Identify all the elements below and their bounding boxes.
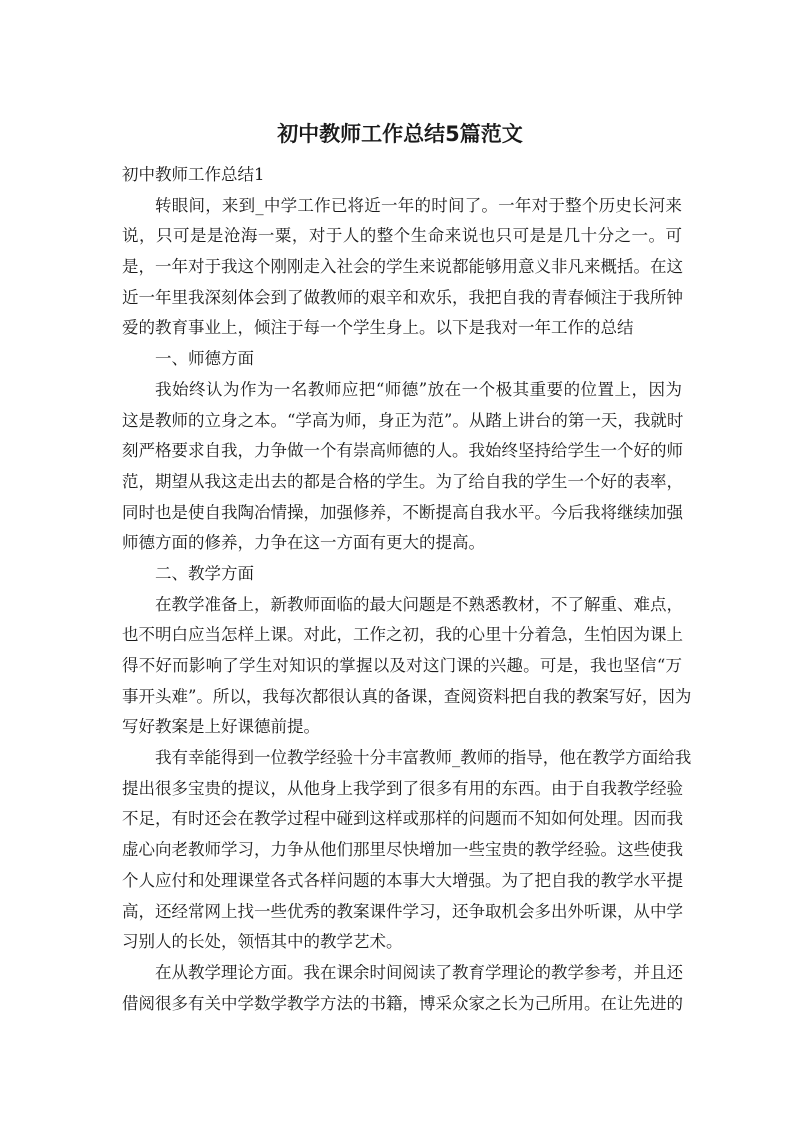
text-line: 是，一年对于我这个刚刚走入社会的学生来说都能够用意义非凡来概括。在这 <box>122 257 683 277</box>
text-line: 师德方面的修养，力争在这一方面有更大的提高。 <box>122 533 485 553</box>
text-line: 提出很多宝贵的提议，从他身上我学到了很多有用的东西。由于自我教学经验 <box>122 778 683 798</box>
paragraph-intro <box>122 191 682 344</box>
text-line: 也不明白应当怎样上课。对此，工作之初，我的心里十分着急，生怕因为课上 <box>122 625 683 645</box>
text-line: 范，期望从我这走出去的都是合格的学生。为了给自我的学生一个好的表率， <box>122 471 683 491</box>
paragraph-preparation <box>122 590 692 743</box>
section-heading-ethics: 一、师德方面 <box>155 349 254 369</box>
document-body <box>122 160 692 1019</box>
document-title: 初中教师工作总结5篇范文 <box>277 122 523 146</box>
text-line: 习别人的长处，领悟其中的教学艺术。 <box>122 932 403 952</box>
section-subtitle: 初中教师工作总结1 <box>122 165 265 184</box>
section-heading-teaching: 二、教学方面 <box>155 563 254 583</box>
text-line: 我始终认为作为一名教师应把“师德”放在一个极其重要的位置上，因为 <box>155 379 682 399</box>
text-line: 得不好而影响了学生对知识的掌握以及对这门课的兴趣。可是，我也坚信“万 <box>122 656 682 675</box>
text-line: 写好教案是上好课德前提。 <box>122 717 320 737</box>
paragraph-mentor <box>122 743 692 958</box>
text-line: 我有幸能得到一位教学经验十分丰富教师_教师的指导，他在教学方面给我 <box>155 748 692 768</box>
text-line: 转眼间，来到_中学工作已将近一年的时间了。一年对于整个历史长河来 <box>155 195 682 215</box>
text-line: 在教学准备上，新教师面临的最大问题是不熟悉教材，不了解重、难点， <box>155 594 683 614</box>
paragraph-theory <box>122 958 682 1019</box>
text-line: 这是教师的立身之本。“学高为师，身正为范”。从踏上讲台的第一天，我就时 <box>122 410 684 430</box>
text-line: 虚心向老教师学习，力争从他们那里尽快增加一些宝贵的教学经验。这些使我 <box>122 840 683 860</box>
text-line: 说，只可是是沧海一粟，对于人的整个生命来说也只可是是几十分之一。可 <box>122 226 682 246</box>
text-line: 事开头难”。所以，我每次都很认真的备课，查阅资料把自我的教案写好，因为 <box>122 686 692 706</box>
text-line: 不足，有时还会在教学过程中碰到这样或那样的问题而不知如何处理。因而我 <box>122 809 683 829</box>
text-line: 高，还经常网上找一些优秀的教案课件学习，还争取机会多出外听课，从中学 <box>122 901 683 921</box>
text-line: 近一年里我深刻体会到了做教师的艰辛和欢乐，我把自我的青春倾注于我所钟 <box>122 287 683 307</box>
text-line: 借阅很多有关中学数学教学方法的书籍，博采众家之长为己所用。在让先进的 <box>122 993 683 1013</box>
text-line: 同时也是使自我陶冶情操，加强修养，不断提高自我水平。今后我将继续加强 <box>122 502 683 522</box>
text-line: 爱的教育事业上，倾注于每一个学生身上。以下是我对一年工作的总结 <box>122 318 634 338</box>
paragraph-ethics <box>122 375 682 559</box>
text-line: 个人应付和处理课堂各式各样问题的本事大大增强。为了把自我的教学水平提 <box>122 870 683 890</box>
text-line: 刻严格要求自我，力争做一个有崇高师德的人。我始终坚持给学生一个好的师 <box>122 441 683 461</box>
text-line: 在从教学理论方面。我在课余时间阅读了教育学理论的教学参考，并且还 <box>155 962 683 982</box>
